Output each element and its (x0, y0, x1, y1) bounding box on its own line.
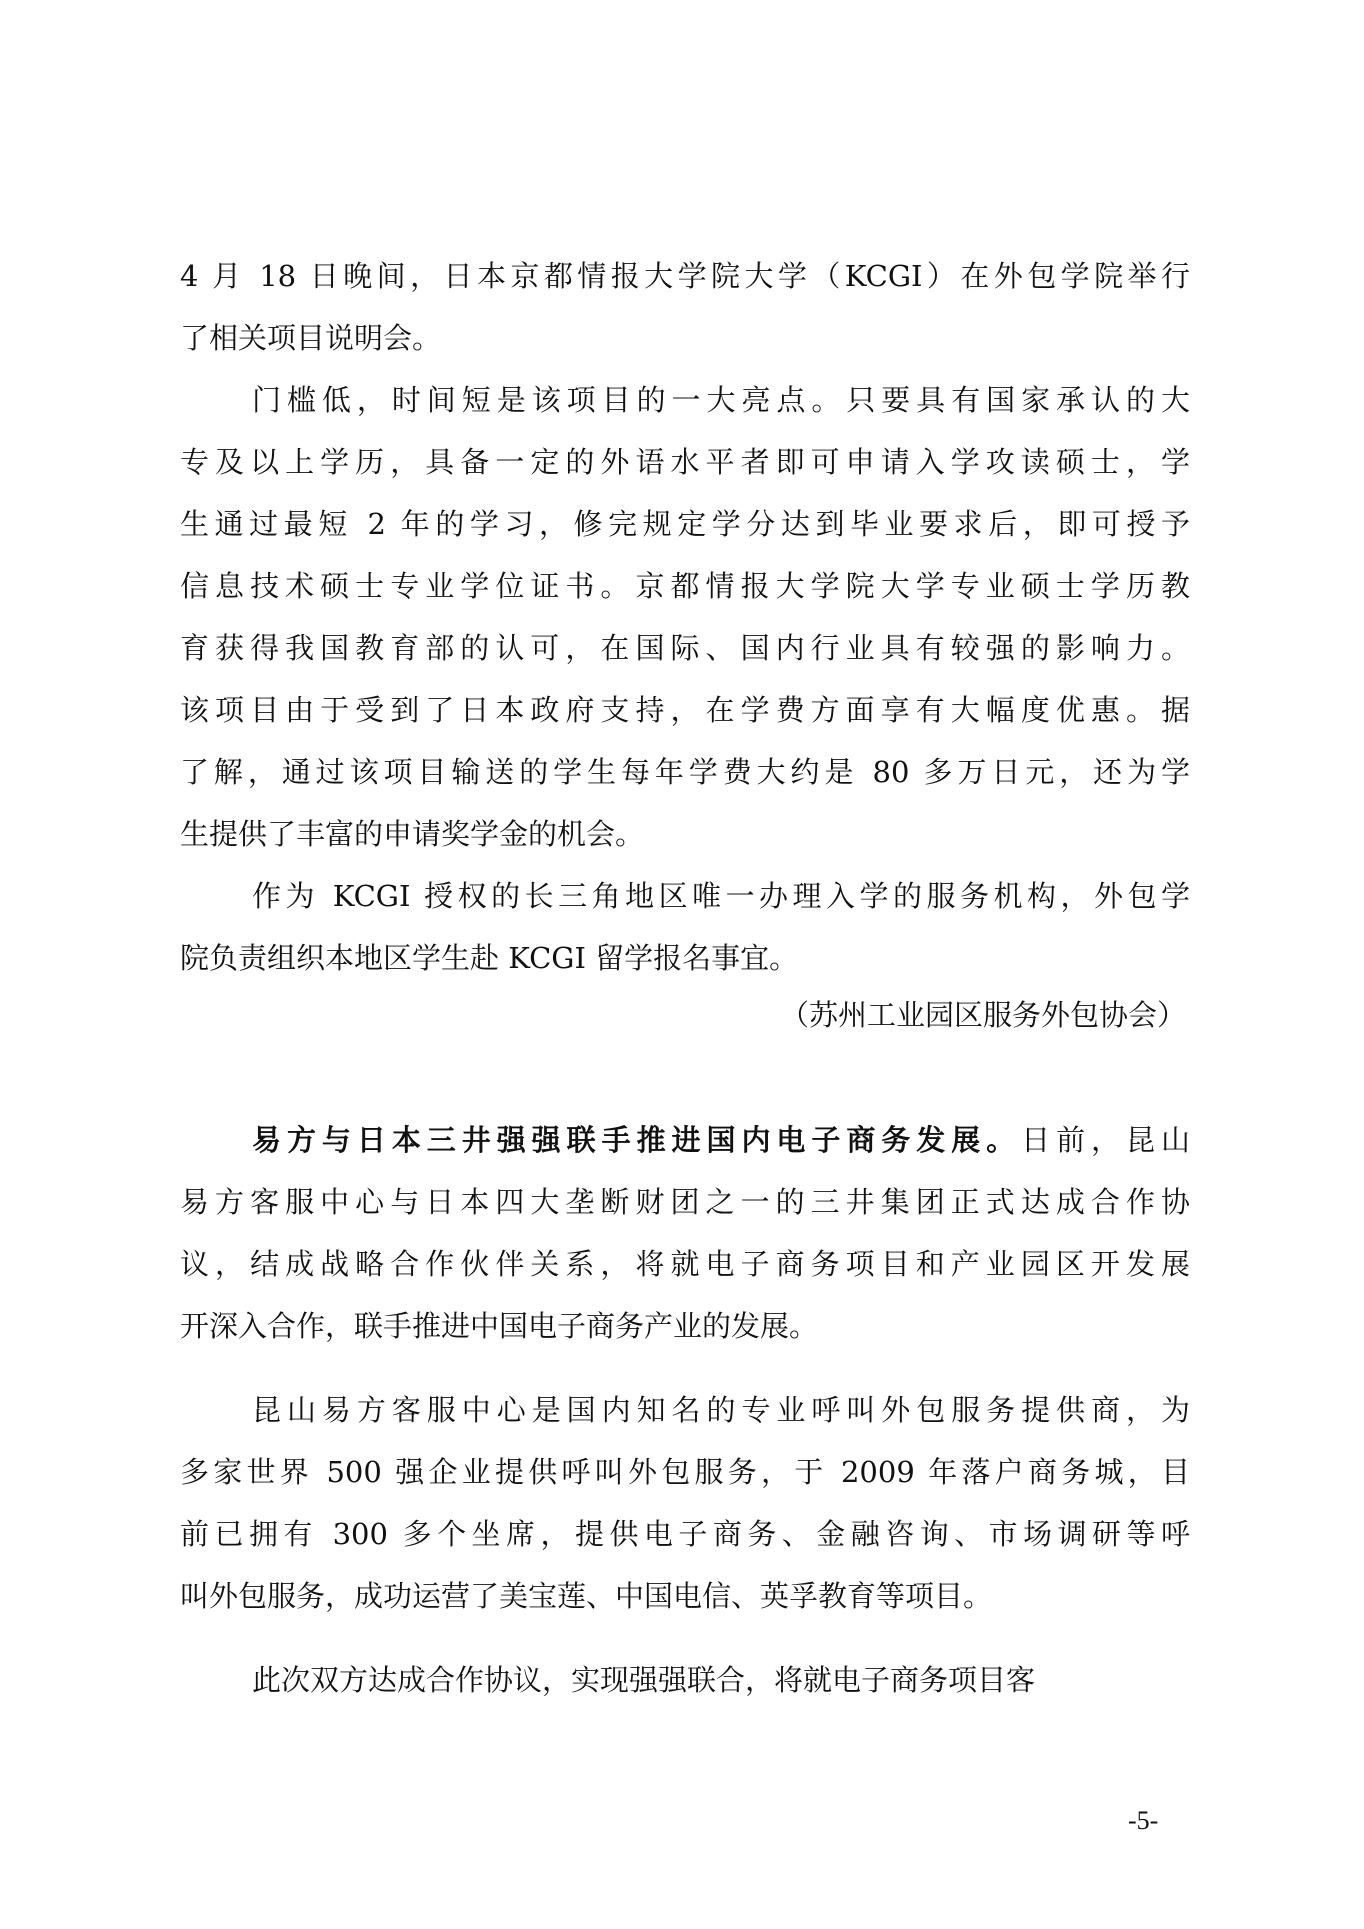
paragraph-line: 此次双方达成合作协议，实现强强联合，将就电子商务项目客 (252, 1663, 1036, 1697)
paragraph-line: 叫外包服务，成功运营了美宝莲、中国电信、英孚教育等项目。 (180, 1579, 993, 1613)
paragraph-line: 生通过最短 2 年的学习，修完规定学分达到毕业要求后，即可授予 (180, 507, 1190, 541)
source-attribution: （苏州工业园区服务外包协会） (779, 998, 1186, 1032)
paragraph-line: 昆山易方客服中心是国内知名的专业呼叫外包服务提供商，为 (252, 1393, 1190, 1427)
article-headline: 易方与日本三井强强联手推进国内电子商务发展。 (252, 1123, 1022, 1157)
page-number: -5- (1128, 1806, 1159, 1835)
paragraph-line: 议，结成战略合作伙伴关系，将就电子商务项目和产业园区开发展 (180, 1247, 1190, 1281)
paragraph-line: 作为 KCGI 授权的长三角地区唯一办理入学的服务机构，外包学 (252, 879, 1190, 913)
paragraph-line: 4 月 18 日晚间，日本京都情报大学院大学（KCGI）在外包学院举行 (180, 259, 1190, 293)
paragraph-line: 多家世界 500 强企业提供呼叫外包服务，于 2009 年落户商务城，目 (180, 1455, 1190, 1489)
paragraph-line: 生提供了丰富的申请奖学金的机会。 (180, 817, 645, 851)
headline-continuation: 日前，昆山 (1021, 1123, 1190, 1157)
paragraph-line: 前已拥有 300 多个坐席，提供电子商务、金融咨询、市场调研等呼 (180, 1517, 1190, 1551)
paragraph-line: 信息技术硕士专业学位证书。京都情报大学院大学专业硕士学历教 (180, 569, 1190, 603)
paragraph-line: 了相关项目说明会。 (180, 321, 442, 355)
paragraph-line: 育获得我国教育部的认可，在国际、国内行业具有较强的影响力。 (180, 631, 1190, 665)
paragraph-line: 门槛低，时间短是该项目的一大亮点。只要具有国家承认的大 (252, 383, 1190, 417)
paragraph-line: 专及以上学历，具备一定的外语水平者即可申请入学攻读硕士，学 (180, 445, 1190, 479)
paragraph-line: 了解，通过该项目输送的学生每年学费大约是 80 多万日元，还为学 (180, 755, 1190, 789)
paragraph-line: 院负责组织本地区学生赴 KCGI 留学报名事宜。 (180, 941, 799, 975)
paragraph-line: 开深入合作，联手推进中国电子商务产业的发展。 (180, 1309, 819, 1343)
paragraph-line: 易方客服中心与日本四大垄断财团之一的三井集团正式达成合作协 (180, 1185, 1190, 1219)
paragraph-line: 该项目由于受到了日本政府支持，在学费方面享有大幅度优惠。据 (180, 693, 1190, 727)
paragraph-line (252, 1120, 1190, 1160)
